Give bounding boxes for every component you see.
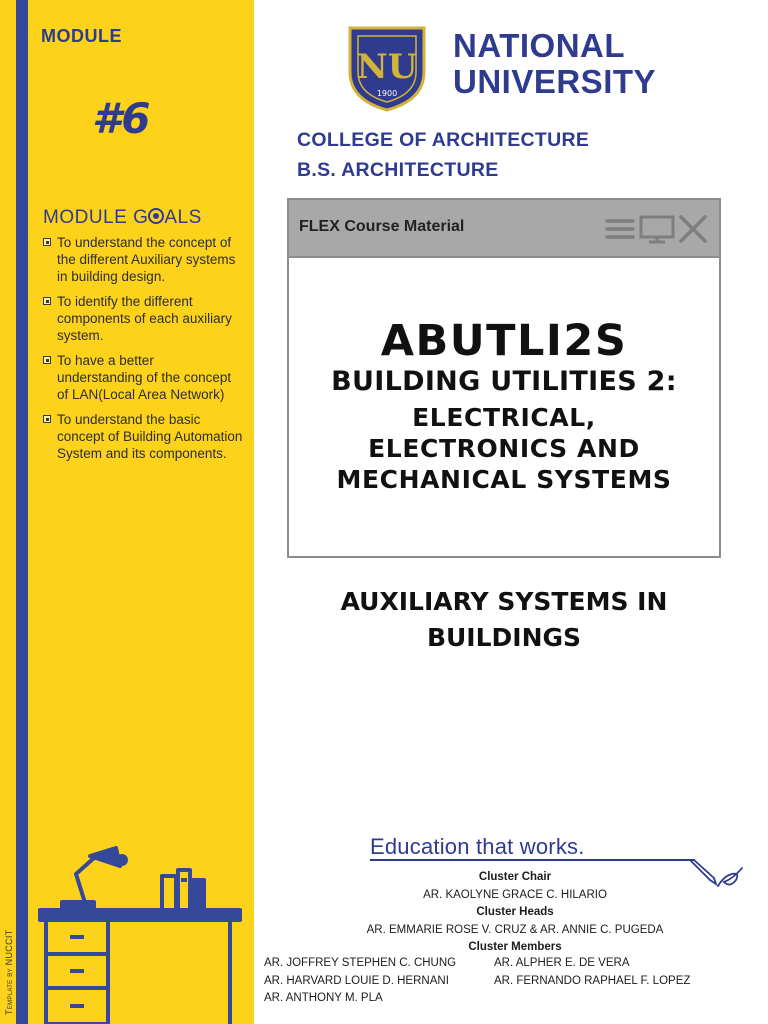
goals-title-pre: MODULE G xyxy=(43,207,149,228)
bullet-icon xyxy=(43,415,51,423)
menu-icon xyxy=(607,221,633,237)
desk-illustration xyxy=(36,846,246,1024)
course-title: BUILDING UTILITIES 2: xyxy=(331,366,677,397)
course-subtitle-line: ELECTRONICS AND xyxy=(368,434,640,463)
member-name: AR. HARVARD LOUIE D. HERNANI xyxy=(264,974,449,987)
member-row xyxy=(264,990,764,1008)
member-name: AR. FERNANDO RAPHAEL F. LOPEZ xyxy=(494,974,691,987)
window-controls xyxy=(603,214,709,244)
window-title-bar xyxy=(289,200,719,258)
cluster-members-heading: Cluster Members xyxy=(468,941,562,953)
goal-text: To identify the different components of each auxiliary system. xyxy=(57,294,232,343)
topic-line: BUILDINGS xyxy=(426,623,582,652)
goal-text: To have a better understanding of the concept of LAN(Local Area Network) xyxy=(57,353,232,402)
bullet-icon xyxy=(43,238,51,246)
window-title: FLEX Course Material xyxy=(299,218,465,235)
goal-item xyxy=(43,411,243,462)
college-name: COLLEGE OF ARCHITECTURE xyxy=(297,129,590,151)
bullet-icon xyxy=(43,297,51,305)
cluster-chair-name: AR. KAOLYNE GRACE C. HILARIO xyxy=(423,888,607,901)
university-logo xyxy=(346,22,428,112)
logo-year: 1900 xyxy=(376,89,398,98)
monitor-icon xyxy=(641,217,673,242)
tagline-underline xyxy=(370,859,695,861)
course-material-window xyxy=(287,198,721,558)
member-name xyxy=(494,990,764,1008)
module-goals-list xyxy=(43,234,243,470)
module-label: MODULE xyxy=(41,26,122,46)
bullet-icon xyxy=(43,356,51,364)
topic-line: AUXILIARY SYSTEMS IN xyxy=(340,587,668,616)
goal-item xyxy=(43,234,243,285)
member-name: AR. JOFFREY STEPHEN C. CHUNG xyxy=(264,957,457,969)
member-name: AR. ALPHER E. DE VERA xyxy=(494,957,630,969)
university-name-line1: NATIONAL xyxy=(453,27,626,64)
module-number: #6 xyxy=(92,94,151,143)
target-icon xyxy=(148,208,164,224)
sidebar-stripe xyxy=(16,0,28,1024)
module-topic xyxy=(287,584,721,656)
tagline: Education that works. xyxy=(370,834,585,859)
cluster-heads-names: AR. EMMARIE ROSE V. CRUZ & AR. ANNIE C. PUGEDA xyxy=(366,923,664,936)
credits xyxy=(262,869,768,957)
cluster-members-list xyxy=(264,955,764,1008)
course-subtitle-line: MECHANICAL SYSTEMS xyxy=(336,465,672,494)
course-subtitle-line: ELECTRICAL, xyxy=(412,403,596,432)
course-subtitle xyxy=(289,402,719,495)
program-name: B.S. ARCHITECTURE xyxy=(297,159,499,181)
close-icon xyxy=(681,217,705,241)
university-name xyxy=(453,28,656,100)
goal-text: To understand the concept of the different Auxiliary systems in building design. xyxy=(57,235,236,284)
university-name-line2: UNIVERSITY xyxy=(453,63,657,100)
goal-text: To understand the basic concept of Building Automation System and its components. xyxy=(57,412,243,461)
goal-item xyxy=(43,293,243,344)
module-goals-title xyxy=(43,207,202,229)
cluster-chair-heading: Cluster Chair xyxy=(478,871,552,883)
logo-letters: NU xyxy=(356,47,418,87)
member-row xyxy=(264,973,764,991)
template-credit: Template by NUCCIT xyxy=(4,929,14,1015)
member-row xyxy=(264,955,764,973)
member-name: AR. ANTHONY M. PLA xyxy=(264,992,383,1004)
course-code: ABUTLI2S xyxy=(380,316,628,366)
goal-item xyxy=(43,352,243,403)
goals-title-post: ALS xyxy=(164,207,202,228)
cluster-heads-heading: Cluster Heads xyxy=(476,906,554,918)
